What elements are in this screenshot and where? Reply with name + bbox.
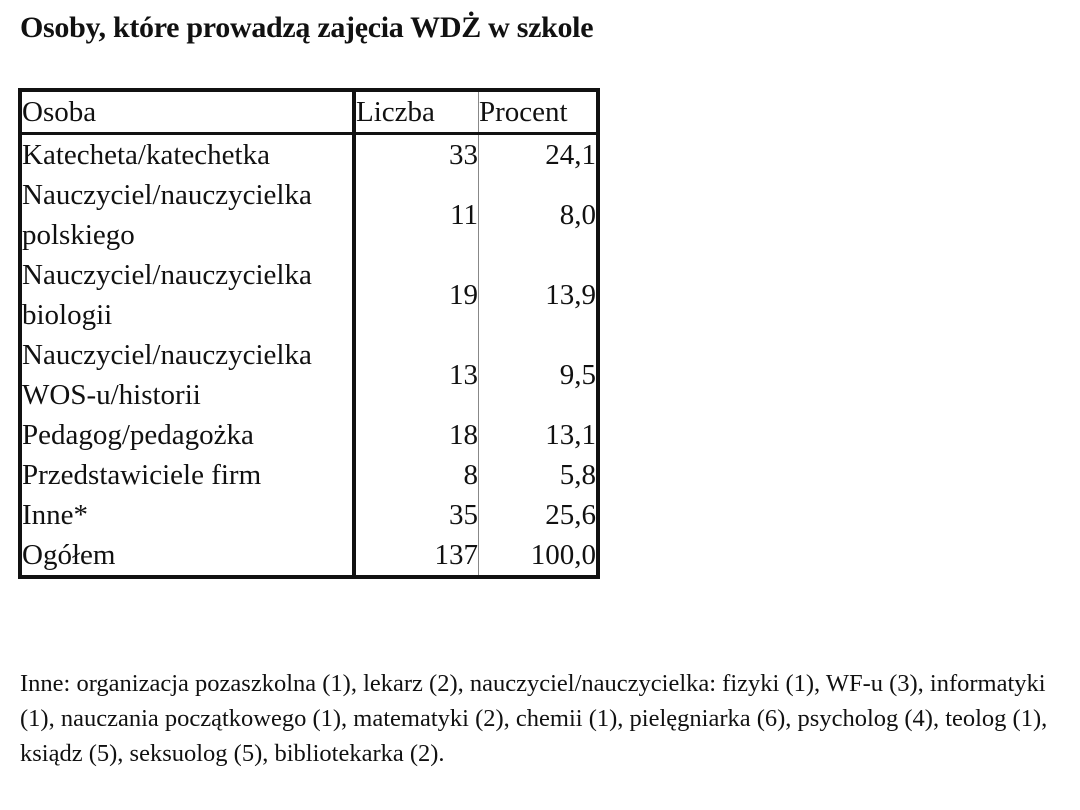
- cell-osoba: Ogółem: [20, 535, 354, 577]
- cell-liczba: 35: [354, 495, 479, 535]
- table-row: [20, 134, 598, 176]
- table-row: [20, 255, 598, 335]
- table-header-row: [20, 90, 598, 134]
- cell-procent: 8,0: [559, 199, 596, 231]
- cell-procent: 13,1: [545, 419, 596, 451]
- cell-procent: 5,8: [559, 459, 596, 491]
- cell-procent: 13,9: [545, 279, 596, 311]
- cell-osoba: Nauczyciel/nauczycielka polskiego: [20, 175, 354, 255]
- cell-liczba: 19: [354, 255, 479, 335]
- column-header-liczba: Liczba: [354, 90, 479, 134]
- cell-osoba: Inne*: [20, 495, 354, 535]
- data-table-container: [18, 88, 600, 579]
- cell-osoba: Nauczyciel/nauczycielka WOS-u/historii: [20, 335, 354, 415]
- cell-osoba: Pedagog/pedagożka: [20, 415, 354, 455]
- cell-liczba: 137: [354, 535, 479, 577]
- table-row: [20, 455, 598, 495]
- page-title: Osoby, które prowadzą zajęcia WDŻ w szkole: [20, 11, 594, 44]
- table-row: [20, 335, 598, 415]
- data-table: [18, 88, 600, 579]
- cell-procent: 24,1: [545, 139, 596, 171]
- cell-procent: 100,0: [530, 539, 596, 571]
- table-row: [20, 415, 598, 455]
- cell-procent: 25,6: [545, 499, 596, 531]
- cell-procent: 9,5: [559, 359, 596, 391]
- table-row: [20, 495, 598, 535]
- cell-osoba: Katecheta/katechetka: [20, 134, 354, 176]
- column-header-osoba: Osoba: [20, 90, 354, 134]
- cell-liczba: 18: [354, 415, 479, 455]
- cell-liczba: 33: [354, 134, 479, 176]
- cell-liczba: 11: [354, 175, 479, 255]
- cell-osoba: Przedstawiciele firm: [20, 455, 354, 495]
- cell-liczba: 13: [354, 335, 479, 415]
- cell-osoba: Nauczyciel/nauczycielka biologii: [20, 255, 354, 335]
- column-header-procent: Procent: [479, 90, 599, 134]
- cell-liczba: 8: [354, 455, 479, 495]
- footnote: Inne: organizacja pozaszkolna (1), lekarz (2), nauczyciel/nauczycielka: fizyki (1), WF-u (3), informatyki (1), nauczania początkowego (1), matematyki (2), chemii (1), pielęgniarka (6), psycholog (4), teolog (1), ksiądz (5), seksuolog (5), bibliotekarka (2).: [20, 670, 1048, 767]
- table-row: [20, 175, 598, 255]
- table-row-total: [20, 535, 598, 577]
